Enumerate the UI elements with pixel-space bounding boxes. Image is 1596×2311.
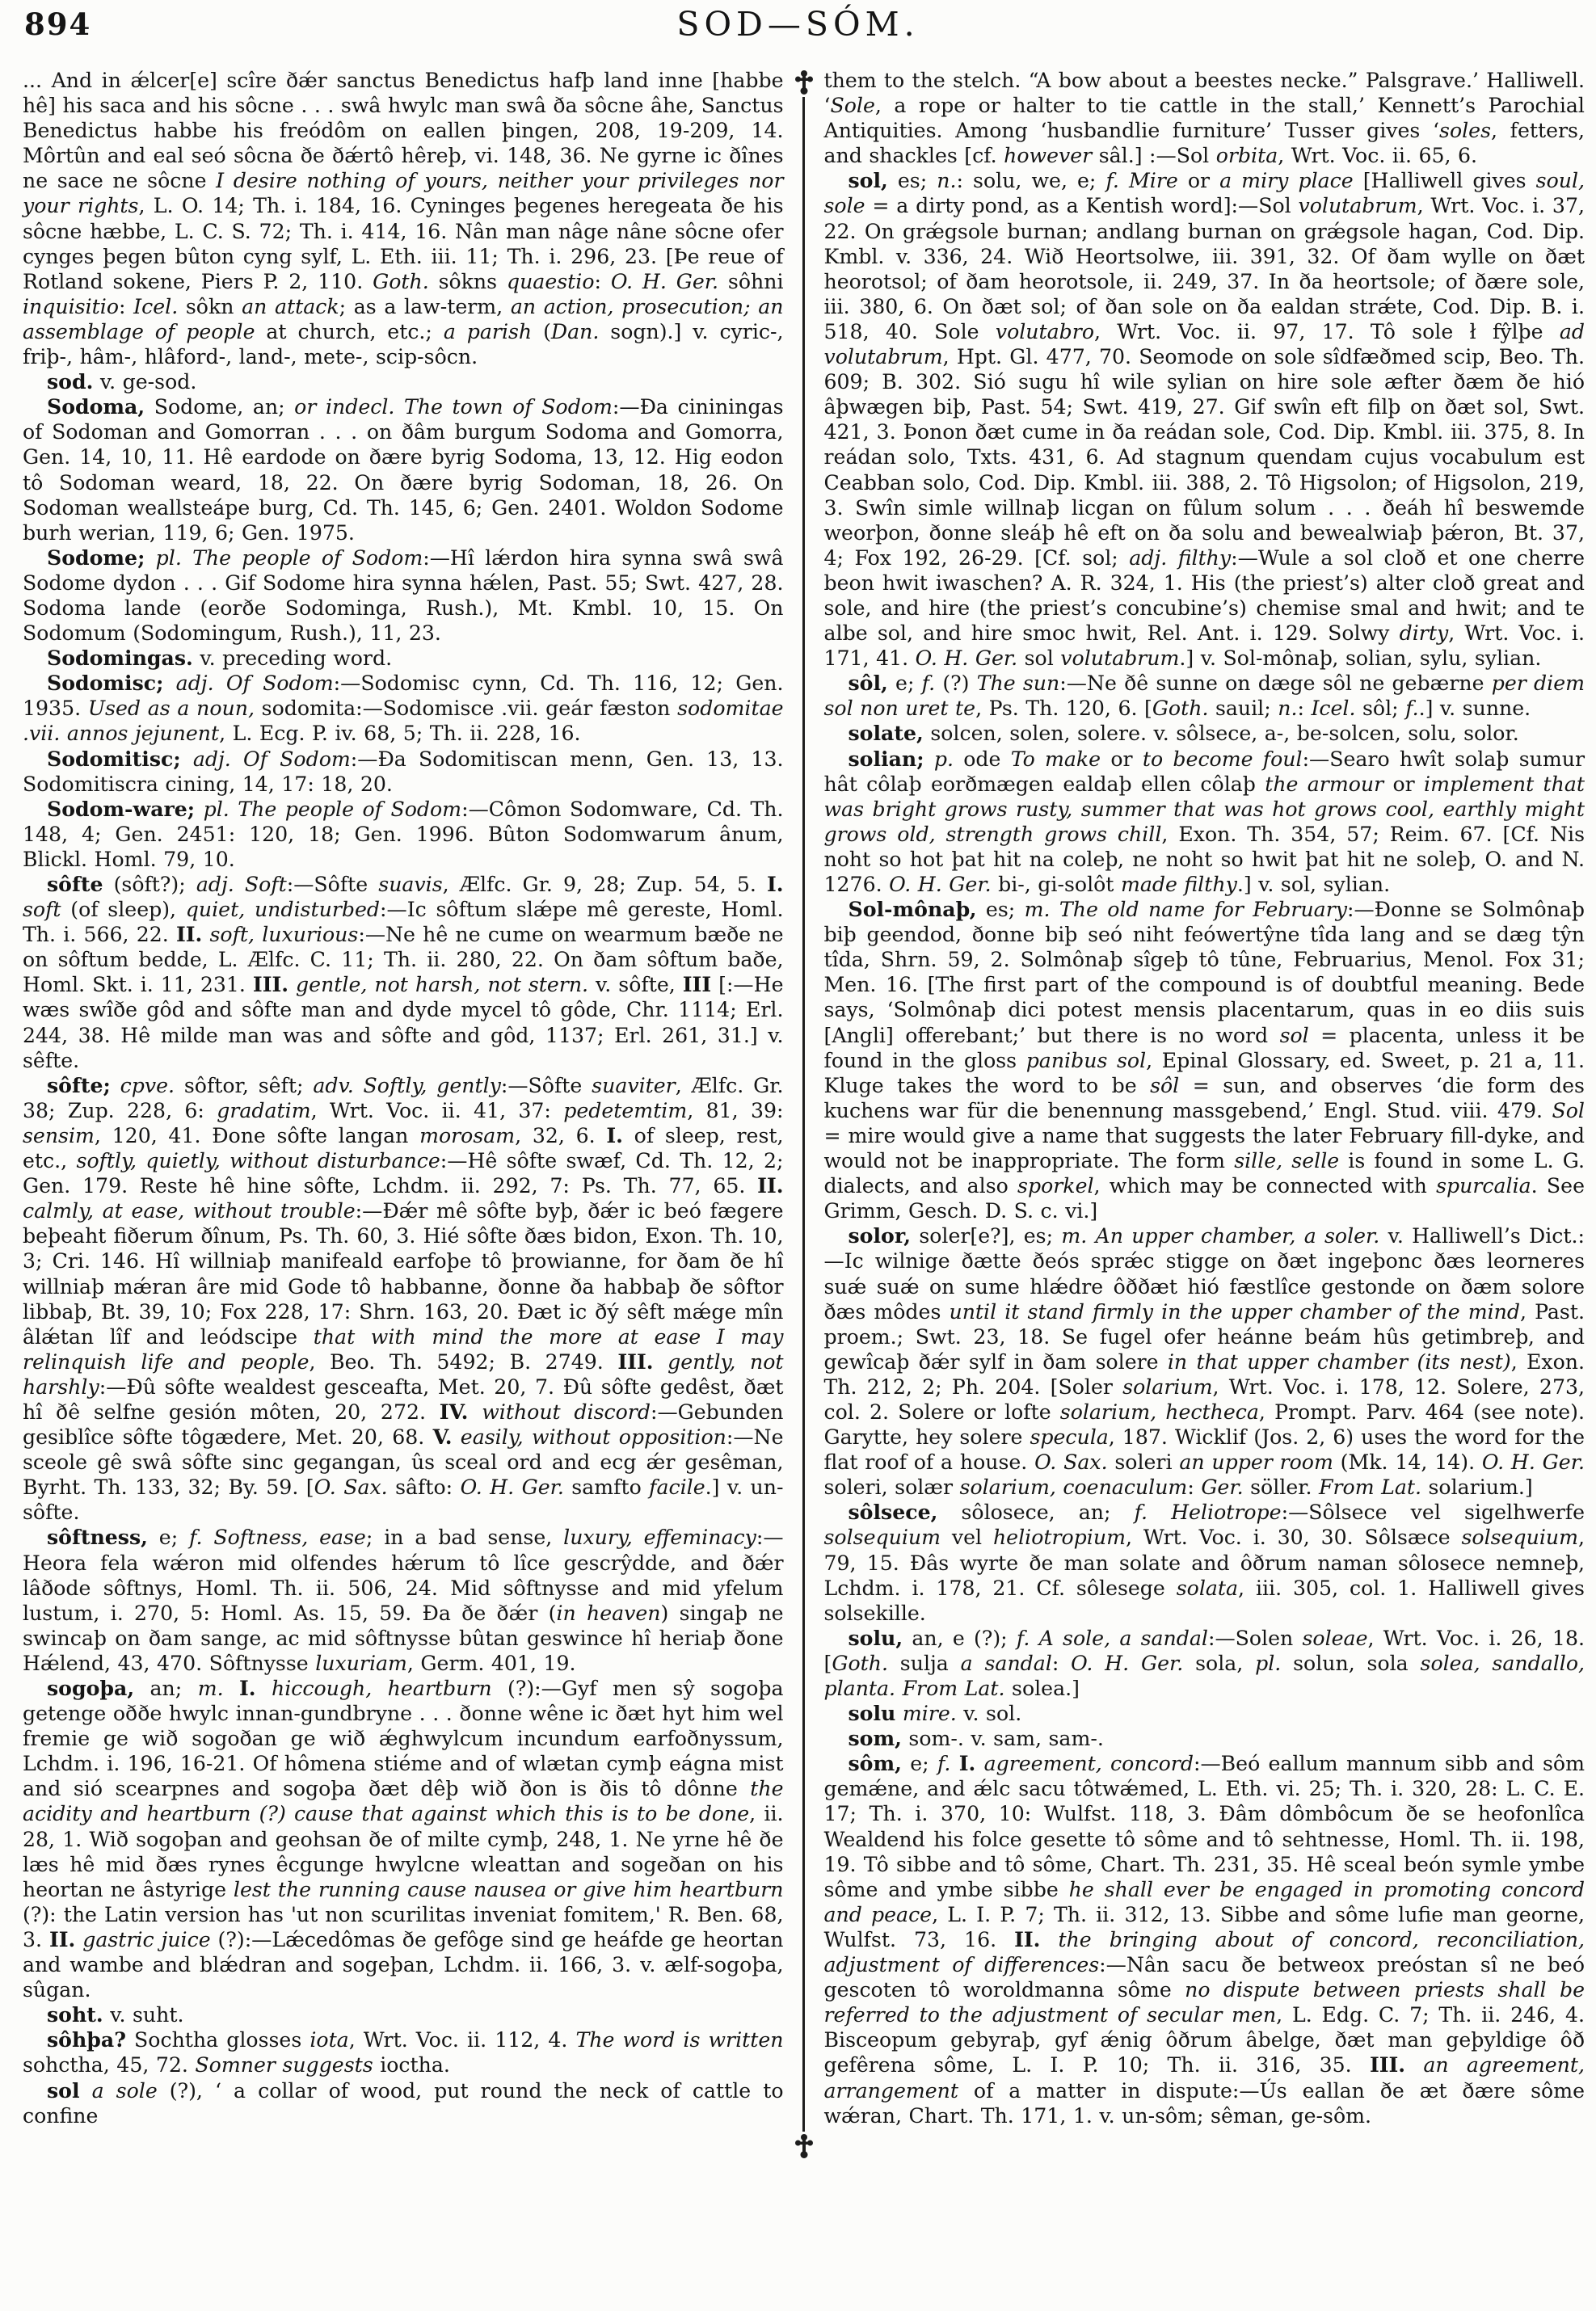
entry-som-ref: som, som-. v. sam, sam-. <box>848 1726 1104 1751</box>
entry-sodomingas: Sodomingas. v. preceding word. <box>47 646 393 671</box>
divider-rule <box>802 97 805 2132</box>
entry-solu-mire: solu mire. v. sol. <box>848 1701 1022 1726</box>
right-column <box>824 68 1585 2161</box>
entry-softe-adj: sôfte (sôft?); adj. Soft:—Sôfte suavis, Ælfc. Gr. 9, 28; Zup. 54, 5. I. soft (of sleep), quiet, undisturbed:—Ic sôftum slǽpe mê gereste, Homl. Th. i. 566, 22. II. soft, luxurious:—Ne hê ne cume on wearmum bæðe ne on sôftum bedde, L. Ælfc. C. 11; Th. ii. 280, 22. On ðam sôftum baðe, Homl. Skt. i. 11, 231. III. gentle, not harsh, not stern. v. sôfte, III [:—He wæs swîðe gôd and sôfte man and dyde mycel tô gôde, Chr. 1114; Erl. 244, 38. Hê milde man was and sôfte and gôd, 1137; Erl. 261, 31.] v. sêfte. <box>23 872 784 1072</box>
printer-ornament-top-icon <box>794 68 814 97</box>
entry-softness: sôftness, e; f. Softness, ease; in a bad sense, luxury, effeminacy:—Heora fela wǽron mid olfendes hǽrum tô lîce gescrŷdde, and ðǽr lâðode sôftnys, Homl. Th. ii. 506, 24. Mid sôftnysse and mid yfelum lustum, i. 270, 5: Homl. As. 15, 59. Ða ðe ðǽr (in heaven) singaþ ne swincaþ on ðam sange, ac mid sôftnysse bûtan geswince hî heriaþ ðone Hǽlend, 43, 470. Sôftnysse luxuriam, Germ. 401, 19. <box>23 1525 784 1675</box>
entry-solian: solian; p. ode To make or to become foul:—Searo hwît solaþ sumur hât côlaþ eorðmægen ealdaþ ellen côlaþ the armour or implement that was bright grows rusty, summer that was hot grows cool, earthly might grows old, strength grows chill, Exon. Th. 354, 57; Reim. 67. [Cf. Nis noht so hot þat hit na coleþ, ne noht so hwit þat hit ne soleþ, O. and N. 1276. O. H. Ger. bi-, gi-solôt made filthy.] v. sol, sylian. <box>823 746 1585 896</box>
entry-solate-refs: solate, solcen, solen, solere. v. sôlsece, a-, be-solcen, solu, solor. <box>848 721 1519 746</box>
entry-solu-sandal: solu, an, e (?); f. A sole, a sandal:—Solen soleae, Wrt. Voc. i. 26, 18. [Goth. sulja a sandal: O. H. Ger. sola, pl. solun, sola solea, sandallo, planta. From Lat. solea.] <box>823 1625 1585 1700</box>
entry-sodomisc: Sodomisc; adj. Of Sodom:—Sodomisc cynn, Cd. Th. 116, 12; Gen. 1935. Used as a noun, sodomita:—Sodomisce .vii. geár fæston sodomitae .vii. annos jejunent, L. Ecg. P. iv. 68, 5; Th. ii. 228, 16. <box>23 671 784 746</box>
entry-socn-continuation: ... And in ǽlcer[e] scîre ðǽr sanctus Benedictus hafþ land inne [habbe hê] his saca and his sôcne . . . swâ hwylc man swâ ða sôcne âhe, Sanctus Benedictus habbe his freódôm on eallen þingen, 208, 19-209, 14. Môrtûn and eal seó sôcna ðe ðǽrtô hêreþ, vi. 148, 36. Ne gyrne ic ðînes ne sace ne sôcne I desire nothing of yours, neither your privileges nor your rights, L. O. 14; Th. i. 184, 16. Cyninges þegenes heregeata ðe his sôcne hæbbe, L. C. S. 72; Th. i. 414, 16. Nân man nâge nâne sôcne ofer cynges þegen bûton cyng sylf, L. Eth. iii. 11; Th. i. 296, 23. [Þe reue of Rotland sokene, Piers P. 2, 110. Goth. sôkns quaestio: O. H. Ger. sôhni inquisitio: Icel. sôkn an attack; as a law-term, an action, prosecution; an assemblage of people at church, etc.; a parish (Dan. sogn).] v. cyric-, friþ-, hâm-, hlâford-, land-, mete-, scip-sôcn. <box>23 69 784 369</box>
entry-sogotha: sogoþa, an; m. I. hiccough, heartburn (?):—Gyf men sŷ sogoþa getenge oððe hwylc innan-gundbryne . . . ðonne wêne ic ðæt hyt him wel fremie ge wið sogoðan ge wið ǽghwylcum incundum earfoðnyssum, Lchdm. i. 196, 16-21. Of hômena stiéme and of wlætan cymþ eágna mist and sió scearpnes and sogoþa ðæt dêþ wið ðon is ðis tô dônne the acidity and heartburn (?) cause that against which this is to be done, ii. 28, 1. Wið sogoþan and geohsan ðe of milte cymþ, 248, 1. Ne yrne hê ðe læs hê mid ðæs rynes êcgunge hwylcne wleattan and sogeðan on his heortan ne âstyrige lest the running cause nausea or give him heartburn (?): the Latin version has 'ut non scurilitas inveniat fomitem,' R. Ben. 68, 3. II. gastric juice (?):—Lǽcedômas ðe gefôge sind ge heáfde ge heortan and wambe and blǽdran and sogeþan, Lchdm. ii. 166, 3. v. ælf-sogoþa, sûgan. <box>23 1676 784 2002</box>
left-column <box>23 68 784 2161</box>
entry-solor: solor, soler[e?], es; m. An upper chamber, a soler. v. Halliwell’s Dict.:—Ic wilnige ðætte ðeós sprǽc stigge on ðæt ingeþonc ðæs leorneres suǽ suǽ on sume hlǽdre ôððæt hió fæstlîce gestonde on ðæm solore ðæs môdes until it stand firmly in the upper chamber of the mind, Past. proem.; Swt. 23, 18. Se fugel ofer heánne beám hûs getimbreþ, and gewîcaþ ðǽr sylf in ðam solere in that upper chamber (its nest), Exon. Th. 212, 2; Ph. 204. [Soler solarium, Wrt. Voc. i. 178, 12. Solere, 273, col. 2. Solere or lofte solarium, hectheca, Prompt. Parv. 464 (see note). Garytte, hey solere specula, 187. Wicklif (Jos. 2, 6) uses the word for the flat roof of a house. O. Sax. soleri an upper room (Mk. 14, 14). O. H. Ger. soleri, solær solarium, coenaculum: Ger. söller. From Lat. solarium.] <box>823 1223 1585 1500</box>
entry-solsece: sôlsece, sôlosece, an; f. Heliotrope:—Sôlsece vel sigelhwerfe solsequium vel heliotropium, Wrt. Voc. i. 30, 30. Sôlsæce solsequium, 79, 15. Ðâs wyrte ðe man solate and ôðrum naman sôlosece nemneþ, Lchdm. i. 178, 21. Cf. sôlesege solata, iii. 305, col. 1. Halliwell gives solsekille. <box>823 1500 1585 1625</box>
entry-sodom-ware: Sodom-ware; pl. The people of Sodom:—Cômon Sodomware, Cd. Th. 148, 4; Gen. 2451: 120, 18; Gen. 1996. Bûton Sodomwarum ânum, Blickl. Homl. 79, 10. <box>23 796 784 871</box>
entry-sodome: Sodome; pl. The people of Sodom:—Hî lǽrdon hira synna swâ swâ Sodome dydon . . . Gif Sodome hira synna hǽlen, Past. 55; Swt. 427, 28. Sodoma lande (eorðe Sodominga, Rush.), Mt. Kmbl. 10, 15. On Sodomum (Sodomingum, Rush.), 11, 23. <box>23 545 784 646</box>
printer-ornament-bottom-icon <box>794 2132 814 2161</box>
entry-sodoma: Sodoma, Sodome, an; or indecl. The town of Sodom:—Ða cininingas of Sodoman and Gomorran . . . on ðâm burgum Sodoma and Gomorra, Gen. 14, 10, 11. Hê eardode on ðære byrig Sodoma, 13, 12. Hig eodon tô Sodoman weard, 18, 22. On ðære byrig Sodoman, 18, 26. On Sodoman weallsteápe burg, Cd. Th. 145, 6; Gen. 2401. Woldon Sodome burh werian, 119, 6; Gen. 1975. <box>23 394 784 545</box>
entry-softe-adv: sôfte; cpve. sôftor, sêft; adv. Softly, gently:—Sôfte suaviter, Ælfc. Gr. 38; Zup. 228, 6: gradatim, Wrt. Voc. ii. 41, 37: pedetemtim, 81, 39: sensim, 120, 41. Ðone sôfte langan morosam, 32, 6. I. of sleep, rest, etc., softly, quietly, without disturbance:—Hê sôfte swæf, Cd. Th. 12, 2; Gen. 179. Reste hê hine sôfte, Lchdm. ii. 292, 7: Ps. Th. 77, 65. II. calmly, at ease, without trouble:—Ðǽr mê sôfte byþ, ðǽr ic beó fægere beþeaht fiðerum ðînum, Ps. Th. 60, 3. Hié sôfte ðæs bidon, Exon. Th. 10, 3; Cri. 146. Hî willniaþ manifeald earfoþe tô þrowianne, for ðam ðe hî willniaþ mǽran âre mid Gode tô habbanne, ðonne ða habbaþ ðe sôftor libbaþ, Bt. 39, 10; Fox 228, 17: Shrn. 163, 20. Ðæt ic ðý sêft mǽge mîn âlǽtan lîf and leódscipe that with mind the more at ease I may relinquish life and people, Beo. Th. 5492; B. 2749. III. gently, not harshly:—Ðû sôfte wealdest gesceafta, Met. 20, 7. Ðû sôfte gedêst, ðæt hî ðê selfne gesión môten, 20, 272. IV. without discord:—Gebunden gesiblîce sôfte tôgædere, Met. 20, 68. V. easily, without opposition:—Ne sceole gê swâ sôfte sinc gegangan, ûs sceal ord and ecg ǽr gesêman, Byrht. Th. 133, 32; By. 59. [O. Sax. sâfto: O. H. Ger. samfto facile.] v. un-sôfte. <box>23 1072 784 1525</box>
page-title: SOD—SÓM. <box>676 5 920 44</box>
column-divider <box>794 68 814 2161</box>
columns <box>0 65 1596 2161</box>
entry-som: sôm, e; f. I. agreement, concord:—Beó eallum mannum sibb and sôm gemǽne, and ǽlc sacu tôtwǽmed, L. Eth. vi. 25; Th. i. 320, 28: L. C. E. 17; Th. i. 370, 10: Wulfst. 118, 3. Ðâm dômbôcum ðe se heofonlîca Wealdend his folce gesette tô sôme and tô sehtnesse, Homl. Th. ii. 198, 19. Tô sibbe and tô sôme, Chart. Th. 231, 35. Hê sceal beón symle ymbe sôme and ymbe sibbe he shall ever be engaged in promoting concord and peace, L. I. P. 7; Th. ii. 312, 13. Sibbe and sôme lufie man georne, Wulfst. 73, 16. II. the bringing about of concord, reconciliation, adjustment of differences:—Nân sacu ðe betweox preóstan sî ne beó gescoten tô woroldmanna sôme no dispute between priests shall be referred to the adjustment of secular men, L. Edg. C. 7; Th. ii. 246, 4. Bisceopum gebyraþ, gyf ǽnig ôðrum âbelge, ðæt man geþyldige ôð gefêrena sôme, L. I. P. 10; Th. ii. 316, 35. III. an agreement, arrangement of a matter in dispute:—Ús eallan ðe æt ðære sôme wǽran, Chart. Th. 171, 1. v. un-sôm; sêman, ge-sôm. <box>823 1751 1585 2128</box>
page-number: 894 <box>24 6 92 42</box>
entry-sol-mire: sol, es; n.: solu, we, e; f. Mire or a miry place [Halliwell gives soul, sole = a dirty pond, as a Kentish word]:—Sol volutabrum, Wrt. Voc. i. 37, 22. On grǽgsole burnan; andlang burnan on grǽgsole hagan, Cod. Dip. Kmbl. v. 336, 24. Wið Heortsolwe, iii. 391, 32. Of ðam wylle on ðæt heorotsol; of ðam heorotsole, ii. 249, 37. In ða heortsole; of ðære sole, iii. 380, 6. On ðæt sol; of ðan sole on ða ealdan strǽte, Cod. Dip. B. i. 518, 40. Sole volutabro, Wrt. Voc. ii. 97, 17. Tô sole ł fŷlþe ad volutabrum, Hpt. Gl. 477, 70. Seomode on sole sîdfæðmed scip, Beo. Th. 609; B. 302. Sió sugu hî wile sylian on hire sole æfter ðæm ðe hió âþwægen biþ, Past. 54; Swt. 419, 27. Gif swîn eft filþ on ðæt sol, Swt. 421, 3. Þonon ðæt cume in ða reádan sole, Cod. Dip. Kmbl. iii. 375, 8. In reádan solo, Txts. 431, 6. Ad stagnum quendam cujus vocabulum est Ceabban solo, Cod. Dip. Kmbl. iii. 388, 2. Tô Higsolon; of Higsolon, 219, 3. Swîn simle willnaþ licgan on fûlum solum . . . ðeáh hî beswemde weorþon, ðonne sleáþ hê eft on ða solu and bewealwiaþ þǽron, Bt. 37, 4; Fox 192, 26-29. [Cf. sol; adj. filthy:—Wule a sol cloð et one cherre beon hwit iwaschen? A. R. 324, 1. His (the priest’s) alter cloð great and sole, and hire (the priest’s concubine’s) chemise smal and hwit; and te albe sol, and hire smoc hwit, Rel. Ant. i. 129. Solwy dirty, Wrt. Voc. i. 171, 41. O. H. Ger. sol volutabrum.] v. Sol-mônaþ, solian, sylu, sylian. <box>823 168 1585 671</box>
entry-sol-sole-continuation: them to the stelch. “A bow about a beestes necke.” Palsgrave.’ Halliwell. ‘Sole, a rope or halter to tie cattle in the stall,’ Kennett’s Parochial Antiquities. Among ‘husbandlie furniture’ Tusser gives ‘soles, fetters, and shackles [cf. however sâl.] :—Sol orbita, Wrt. Voc. ii. 65, 6. <box>823 69 1585 168</box>
entry-soht: soht. v. suht. <box>47 2002 184 2027</box>
entry-sodomitisc: Sodomitisc; adj. Of Sodom:—Ða Sodomitiscan menn, Gen. 13, 13. Sodomitiscra cining, 14, 17: 18, 20. <box>23 746 784 796</box>
entry-sod: sod. v. ge-sod. <box>47 369 197 394</box>
entry-sohtha: sôhþa? Sochtha glosses iota, Wrt. Voc. ii. 112, 4. The word is written sohctha, 45, 72. Somner suggests ioctha. <box>23 2027 784 2077</box>
page-header <box>0 0 1596 65</box>
entry-sol-sun: sôl, e; f. (?) The sun:—Ne ðê sunne on dæge sôl ne gebærne per diem sol non uret te, Ps. Th. 120, 6. [Goth. sauil; n.: Icel. sôl; f..] v. sunne. <box>823 671 1585 721</box>
entry-sol-sole-start: sol a sole (?), ‘ a collar of wood, put round the neck of cattle to confine <box>23 2077 784 2128</box>
entry-sol-monath: Sol-mônaþ, es; m. The old name for February:—Ðonne se Solmônaþ biþ geendod, ðonne biþ seó niht feówertŷne tîda lang and se dæg tŷn tîda, Shrn. 59, 2. Solmônaþ sîgeþ tô tûne, Februarius, Menol. Fox 31; Men. 16. [The first part of the compound is of doubtful meaning. Bede says, ‘Solmônaþ dici potest mensis placentarum, quas in eo diis suis [Angli] offerebant;’ but there is no word sol = placenta, unless it be found in the gloss panibus sol, Epinal Glossary, ed. Sweet, p. 21 a, 11. Kluge takes the word to be sôl = sun, and observes ‘die form des kuchens war für die benennung massgebend,’ Engl. Stud. viii. 479. Sol = mire would give a name that suggests the later February fill-dyke, and would not be inappropriate. The form sille, selle is found in some L. G. dialects, and also sporkel, which may be connected with spurcalia. See Grimm, Gesch. D. S. c. vi.] <box>823 897 1585 1223</box>
